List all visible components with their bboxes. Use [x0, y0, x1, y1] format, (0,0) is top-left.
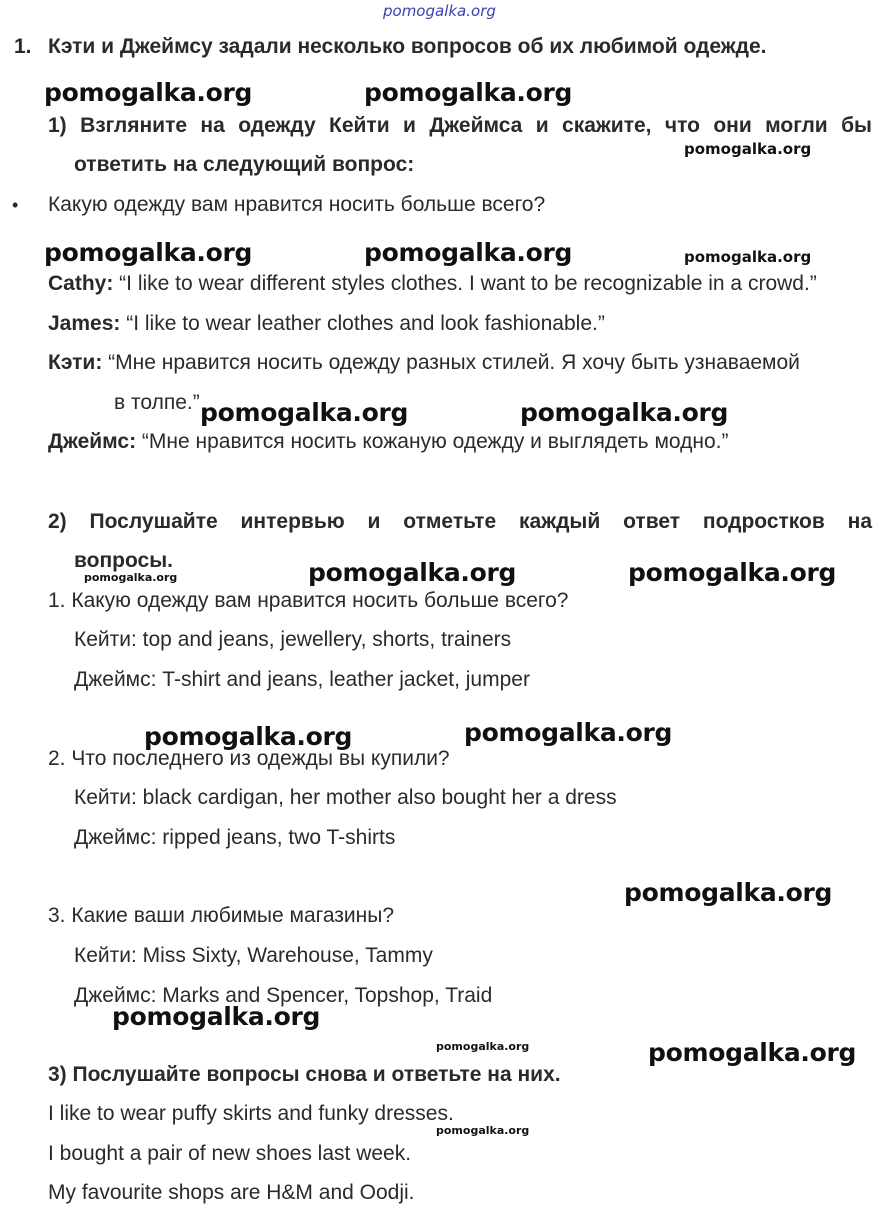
part1-question: Какую одежду вам нравится носить больше всего?	[48, 193, 546, 216]
watermark: pomogalka.org	[84, 571, 178, 584]
kati-text-line1: “Мне нравится носить одежду разных стилей. Я хочу быть узнаваемой	[102, 351, 800, 374]
watermark: pomogalka.org	[364, 238, 573, 267]
watermark: pomogalka.org	[624, 878, 833, 907]
james-answer	[48, 311, 605, 337]
watermark: pomogalka.org	[364, 78, 573, 107]
watermark: pomogalka.org	[648, 1038, 857, 1067]
watermark: pomogalka.org	[44, 238, 253, 267]
bullet-icon: •	[12, 195, 19, 215]
q3: 3. Какие ваши любимые магазины?	[48, 904, 394, 927]
part1-heading-line2: ответить на следующий вопрос:	[74, 153, 415, 176]
watermark: pomogalka.org	[44, 78, 253, 107]
watermark: pomogalka.org	[684, 248, 812, 266]
watermark: pomogalka.org	[436, 1040, 530, 1053]
part2-heading-line1: 2) Послушайте интервью и отметьте каждый ответ подростков на	[48, 510, 872, 533]
james-label: James:	[48, 312, 121, 335]
watermark: pomogalka.org	[684, 140, 812, 158]
q2-james: Джеймс: ripped jeans, two T-shirts	[74, 826, 396, 849]
cathy-answer	[48, 271, 817, 297]
part3-answer-2: I bought a pair of new shoes last week.	[48, 1142, 412, 1165]
watermark: pomogalka.org	[200, 398, 409, 427]
watermark: pomogalka.org	[112, 1002, 321, 1031]
watermark: pomogalka.org	[628, 558, 837, 587]
cathy-text: “I like to wear different styles clothes. I want to be recognizable in a crowd.”	[113, 272, 817, 295]
part1-heading-line1: 1) Взгляните на одежду Кейти и Джеймса и скажите, что они могли бы	[48, 114, 872, 137]
cathy-label: Cathy:	[48, 272, 114, 295]
watermark: pomogalka.org	[436, 1124, 530, 1137]
watermark: pomogalka.org	[520, 398, 729, 427]
part3-heading: 3) Послушайте вопросы снова и ответьте на них.	[48, 1063, 561, 1086]
q1-kati: Кейти: top and jeans, jewellery, shorts, trainers	[74, 628, 512, 651]
task-number: 1.	[14, 35, 32, 58]
james-text: “I like to wear leather clothes and look fashionable.”	[120, 312, 605, 335]
part3-answer-3: My favourite shops are H&M and Oodji.	[48, 1181, 415, 1204]
jeims-text: “Мне нравится носить кожаную одежду и выглядеть модно.”	[136, 430, 729, 453]
watermark: pomogalka.org	[308, 558, 517, 587]
q2-kati: Кейти: black cardigan, her mother also bought her a dress	[74, 786, 617, 809]
kati-text-line2: в толпе.”	[114, 391, 200, 414]
watermark: pomogalka.org	[464, 718, 673, 747]
q3-james: Джеймс: Marks and Spencer, Topshop, Traid	[74, 984, 493, 1007]
jeims-label: Джеймс:	[48, 430, 137, 453]
kati-label: Кэти:	[48, 351, 103, 374]
kati-answer	[48, 350, 800, 376]
watermark-top: pomogalka.org	[383, 2, 496, 20]
part2-heading-line2: вопросы.	[74, 549, 173, 572]
q1-james: Джеймс: T-shirt and jeans, leather jacket, jumper	[74, 668, 530, 691]
q2: 2. Что последнего из одежды вы купили?	[48, 747, 450, 770]
q3-kati: Кейти: Miss Sixty, Warehouse, Tammy	[74, 944, 433, 967]
part3-answer-1: I like to wear puffy skirts and funky dresses.	[48, 1102, 454, 1125]
watermark: pomogalka.org	[144, 722, 353, 751]
task-heading: Кэти и Джеймсу задали несколько вопросов об их любимой одежде.	[48, 35, 767, 58]
q1: 1. Какую одежду вам нравится носить больше всего?	[48, 589, 569, 612]
jeims-answer	[48, 429, 728, 455]
